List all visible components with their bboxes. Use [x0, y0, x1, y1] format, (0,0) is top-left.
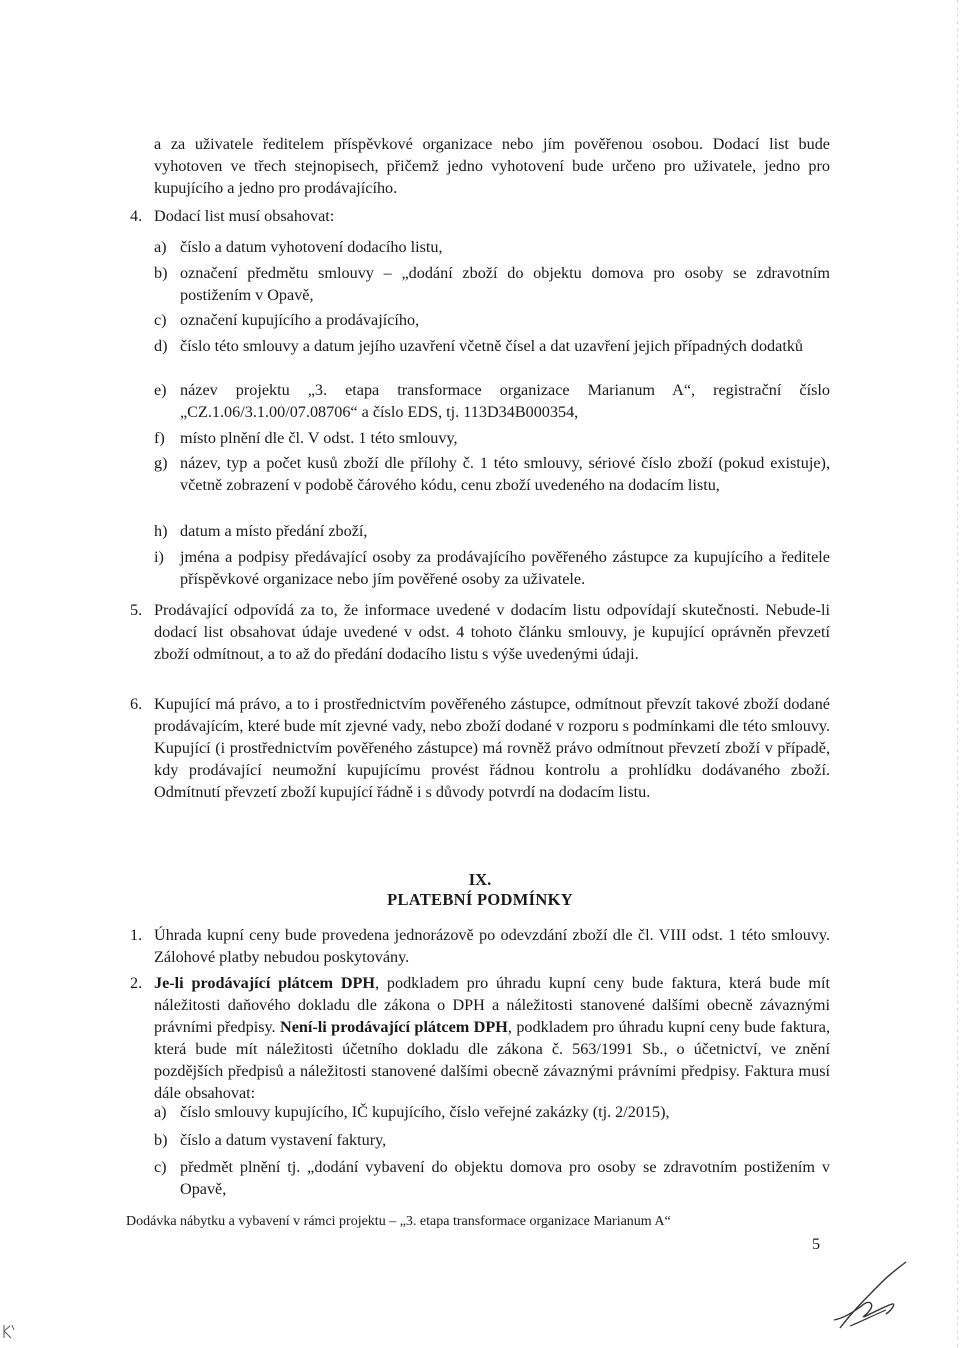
- item-4f-label: f): [154, 429, 165, 447]
- pay-2c-label: c): [154, 1158, 167, 1176]
- pay-1-text: Úhrada kupní ceny bude provedena jednorázově po odevzdání zboží dle čl. VIII odst. 1 této smlouvy. Zálohové platby nebudou poskytovány.: [154, 926, 830, 966]
- pay-1-number: 1.: [130, 926, 143, 944]
- item-4i-text: jména a podpisy předávající osoby za prodávajícího pověřeného zástupce za kupujícího a ředitele příspěvkové organizace nebo jím pověřené osoby za uživatele.: [180, 548, 830, 588]
- pay-2-bold-1: Je-li prodávající plátcem DPH: [154, 974, 376, 992]
- binder-mark: [2, 1322, 16, 1342]
- item-4h-label: h): [154, 522, 168, 540]
- item-4g-label: g): [154, 454, 168, 472]
- item-4b-label: b): [154, 264, 168, 282]
- pay-2-bold-2: Není-li prodávající plátcem DPH: [280, 1018, 508, 1036]
- item-6-number: 6.: [130, 695, 143, 713]
- item-4b-text: označení předmětu smlouvy – „dodání zboží do objektu domova pro osoby se zdravotním postižením v Opavě,: [180, 264, 830, 304]
- initials-signature: [830, 1260, 920, 1335]
- pay-2-text-2: , podkladem pro úhradu kupní ceny bude faktura, která bude mít náležitosti účetního dokladu dle zákona č. 563/1991 Sb., o účetnictví, ve znění pozdějších předpisů a náležitosti stanovené dalšími obecně závaznými právními předpisy. Faktura musí dále obsahovat:: [154, 1018, 831, 1102]
- pay-2a-label: a): [154, 1103, 167, 1121]
- pay-2-text-1: , podkladem pro úhradu kupní ceny bude faktura, která bude mít náležitosti daňového dokladu dle zákona o DPH a náležitosti stanovené dalšími obecně závaznými právními předpisy.: [154, 974, 831, 1036]
- item-4d-text: číslo této smlouvy a datum jejího uzavření včetně čísel a dat uzavření jejich případných dodatků: [180, 337, 804, 355]
- item-4a-label: a): [154, 238, 167, 256]
- section-title: PLATEBNÍ PODMÍNKY: [387, 890, 573, 909]
- item-4g-text: název, typ a počet kusů zboží dle přílohy č. 1 této smlouvy, sériové číslo zboží (pokud existuje), včetně zobrazení v podobě čárového kódu, cenu zboží uvedeného na dodacím listu,: [180, 454, 830, 494]
- pay-2b-label: b): [154, 1131, 168, 1149]
- item-4c-label: c): [154, 311, 167, 329]
- page-number: 5: [812, 1235, 821, 1253]
- pay-2a-text: číslo smlouvy kupujícího, IČ kupujícího, číslo veřejné zakázky (tj. 2/2015),: [180, 1103, 670, 1121]
- item-5-text: Prodávající odpovídá za to, že informace uvedené v dodacím listu odpovídají skutečnosti. Nebude-li dodací list obsahovat údaje uvedené v odst. 4 tohoto článku smlouvy, je kupující oprávněn převzetí zboží odmítnout, a to až do předání dodacího listu s výše uvedenými údaji.: [154, 601, 830, 663]
- item-6-text: Kupující má právo, a to i prostřednictvím pověřeného zástupce, odmítnout převzít takové zboží dodané prodávajícím, které bude mít zjevné vady, nebo zboží dodané v rozporu s podmínkami dle této smlouvy. Kupující (i prostřednictvím pověřeného zástupce) má rovněž právo odmítnout převzetí zboží v případě, kdy prodávající neumožní kupujícímu provést řádnou kontrolu a prohlídku dodávaného zboží. Odmítnutí převzetí zboží kupující řádně i s důvody potvrdí na dodacím listu.: [154, 695, 830, 801]
- item-4d-label: d): [154, 337, 168, 355]
- item-4-number: 4.: [130, 207, 143, 225]
- item-4c-text: označení kupujícího a prodávajícího,: [180, 311, 420, 329]
- item-4h-text: datum a místo předání zboží,: [180, 522, 368, 540]
- pay-2-text: [154, 972, 830, 1104]
- pay-2b-text: číslo a datum vystavení faktury,: [180, 1131, 387, 1149]
- item-4-text: Dodací list musí obsahovat:: [154, 207, 335, 225]
- pay-2c-text: předmět plnění tj. „dodání vybavení do objektu domova pro osoby se zdravotním postižením v Opavě,: [180, 1158, 830, 1198]
- page-edge-line: [957, 0, 958, 1348]
- item-4e-text: název projektu „3. etapa transformace organizace Marianum A“, registrační číslo „CZ.1.06/3.1.00/07.08706“ a číslo EDS, tj. 113D34B000354,: [180, 381, 830, 421]
- pay-2-number: 2.: [130, 974, 143, 992]
- item-4a-text: číslo a datum vyhotovení dodacího listu,: [180, 238, 443, 256]
- footer-text: Dodávka nábytku a vybavení v rámci projektu – „3. etapa transformace organizace Marianum A“: [126, 1214, 671, 1229]
- top-paragraph: a za uživatele ředitelem příspěvkové organizace nebo jím pověřenou osobou. Dodací list bude vyhotoven ve třech stejnopisech, přičemž jedno vyhotovení bude určeno pro uživatele, jedno pro kupujícího a jedno pro prodávajícího.: [154, 135, 830, 197]
- item-4e-label: e): [154, 381, 167, 399]
- section-number: IX.: [468, 870, 492, 889]
- item-5-number: 5.: [130, 601, 143, 619]
- item-4i-label: i): [154, 548, 164, 566]
- item-4f-text: místo plnění dle čl. V odst. 1 této smlouvy,: [180, 429, 458, 447]
